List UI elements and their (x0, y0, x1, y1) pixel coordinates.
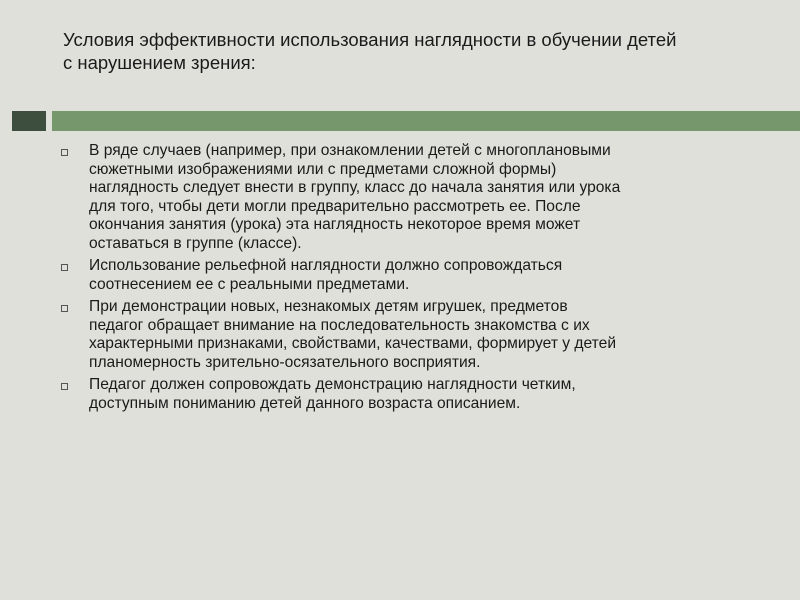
square-bullet-icon (61, 383, 68, 390)
list-item (55, 376, 785, 413)
slide-title (63, 28, 778, 74)
bullet-text-line: планомерность зрительно-осязательного восприятия. (89, 353, 481, 371)
bullet-text-line: Педагог должен сопровождать демонстрацию наглядности четким, (89, 376, 576, 393)
bullet-text-line: сюжетными изображениями или с предметами сложной формы) (89, 160, 557, 178)
bullet-text-line: для того, чтобы дети могли предварительно рассмотреть ее. После (89, 197, 581, 215)
square-bullet-icon (61, 305, 68, 312)
square-bullet-icon (61, 264, 68, 271)
bullet-text-line: При демонстрации новых, незнакомых детям игрушек, предметов (89, 298, 568, 315)
bullet-text-line: доступным пониманию детей данного возраста описанием. (89, 394, 521, 412)
square-bullet-icon (61, 149, 68, 156)
bullet-text-line: наглядность следует внести в группу, класс до начала занятия или урока (89, 179, 621, 196)
list-item (55, 257, 785, 294)
bullet-text-line: Использование рельефной наглядности должно сопровождаться (89, 257, 563, 274)
slide-title-line: с нарушением зрения: (63, 52, 256, 73)
divider-accent-green (52, 111, 800, 131)
divider-accent-dark (12, 111, 46, 131)
bullet-text-line: оставаться в группе (классе). (89, 234, 302, 252)
list-item (55, 142, 785, 253)
bullet-text-line: педагог обращает внимание на последовательность знакомства с их (89, 316, 590, 334)
bullet-text-line: соотнесением ее с реальными предметами. (89, 275, 410, 293)
list-item (55, 298, 785, 372)
bullet-list (55, 142, 785, 417)
slide-title-line: Условия эффективности использования наглядности в обучении детей (63, 29, 677, 50)
bullet-text-line: В ряде случаев (например, при ознакомлении детей с многоплановыми (89, 142, 611, 159)
bullet-text-line: окончания занятия (урока) эта наглядность некоторое время может (89, 216, 581, 233)
bullet-text-line: характерными признаками, свойствами, качествами, формирует у детей (89, 335, 617, 352)
